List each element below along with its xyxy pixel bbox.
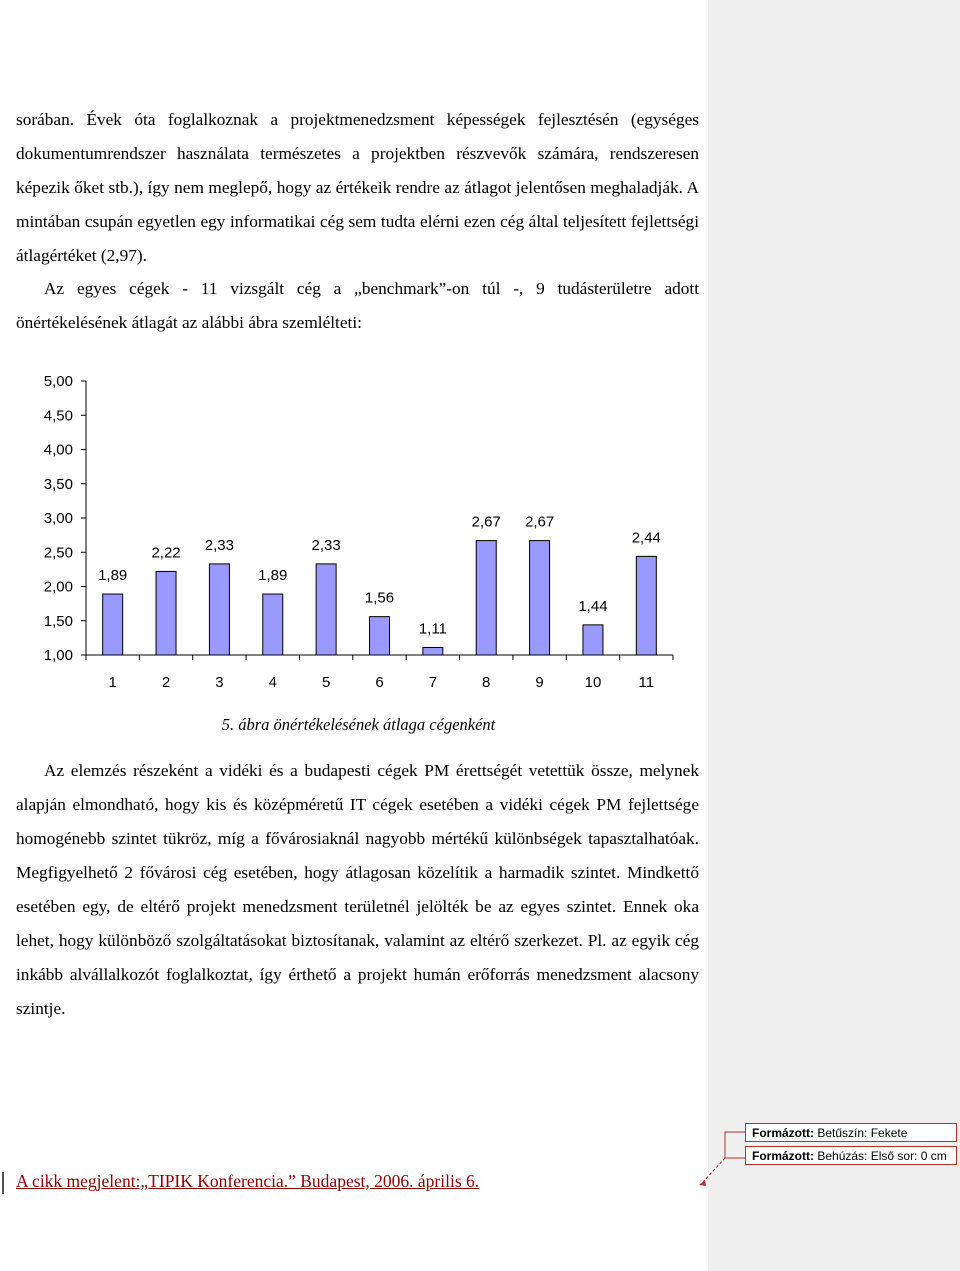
bar: [530, 541, 550, 655]
comment-text: Behúzás: Első sor: 0 cm: [817, 1149, 947, 1163]
y-tick-label: 2,50: [43, 544, 73, 562]
bar-chart: [0, 360, 708, 705]
data-label: 1,44: [578, 597, 608, 615]
data-label: 2,33: [311, 536, 341, 554]
comment-sidebar: [708, 0, 960, 1271]
x-tick-label: 8: [482, 674, 491, 691]
data-label: 2,67: [471, 513, 501, 531]
x-tick-label: 9: [535, 674, 544, 691]
data-label: 2,67: [524, 513, 555, 531]
data-label: 2,22: [151, 544, 181, 562]
bar: [209, 564, 229, 655]
paragraph-1: sorában. Évek óta foglalkoznak a projektmenedzsment képességek fejlesztésén (egységes dokumentumrendszer használata természetes a projektben részvevők számára, rendszeresen képezik őket stb.), így nem meglepő, hogy az értékeik rendre az átlagot jelentősen meghaladják. A mintában csupán egyetlen egy informatikai cég sem tudta elérni ezen cég által teljesített fejlettségi átlagértéket (2,97).: [16, 110, 699, 265]
x-tick-label: 3: [215, 674, 224, 691]
bar: [316, 564, 336, 655]
bar: [370, 617, 390, 655]
comment-label: Formázott:: [752, 1126, 814, 1140]
bar: [636, 556, 656, 655]
comment-connector: [695, 1130, 750, 1190]
x-tick-label: 5: [321, 674, 331, 691]
x-tick-label: 4: [268, 674, 277, 691]
x-tick-label: 7: [428, 674, 438, 691]
data-label: 2,33: [204, 536, 235, 554]
x-tick-label: 1: [108, 674, 117, 691]
bar: [263, 594, 283, 655]
y-axis: [44, 373, 86, 664]
bars: [98, 514, 661, 655]
comment-box-1[interactable]: [745, 1123, 957, 1142]
y-tick-label: 3,50: [43, 475, 73, 493]
bar: [423, 647, 443, 655]
footer-citation-link[interactable]: A cikk megjelent:„TIPIK Konferencia.” Budapest, 2006. április 6.: [16, 1171, 480, 1191]
y-tick-label: 3,00: [43, 510, 73, 527]
data-label: 1,89: [98, 567, 128, 585]
x-tick-label: 11: [638, 674, 655, 691]
data-label: 1,89: [258, 567, 288, 585]
x-axis: [86, 655, 673, 691]
y-tick-label: 4,50: [43, 407, 73, 425]
paragraph-2: Az egyes cégek - 11 vizsgált cég a „benchmark”-on túl -, 9 tudásterületre adott önértékelésének átlagát az alábbi ábra szemlélteti:: [16, 279, 699, 332]
bar: [103, 594, 123, 655]
data-label: 2,44: [631, 529, 661, 547]
y-tick-label: 2,00: [43, 578, 73, 596]
figure-caption: 5. ábra önértékelésének átlaga cégenként: [221, 715, 496, 734]
paragraph-3: Az elemzés részeként a vidéki és a budapesti cégek PM érettségét vetettük össze, melynek alapján elmondható, hogy kis és középméretű IT cégek esetében a vidéki cégek PM fejlettsége homogénebb szintet tükröz, míg a fővárosiaknál nagyobb mértékű különbségek tapasztalhatóak. Megfigyelhető 2 fővárosi cég esetében, hogy átlagosan közelítik a harmadik szintet. Mindkettő esetében egy, de eltérő projekt menedzsment területnél jelölték be az egyes szintet. Ennek oka lehet, hogy különböző szolgáltatásokat biztosítanak, valamint az eltérő szerkezet. Pl. az egyik cég inkább alvállalkozót foglalkoztat, így érthető a projekt humán erőforrás menedzsment alacsony szintje.: [16, 761, 699, 1018]
x-tick-label: 2: [161, 674, 171, 691]
x-tick-label: 10: [584, 674, 602, 691]
comment-label: Formázott:: [752, 1149, 814, 1163]
y-tick-label: 1,50: [43, 612, 73, 630]
bar: [156, 571, 176, 655]
bar: [583, 625, 603, 655]
y-tick-label: 4,00: [43, 441, 73, 459]
x-tick-label: 6: [375, 674, 384, 691]
comment-text: Betűszín: Fekete: [817, 1126, 908, 1140]
comment-box-2[interactable]: [745, 1146, 957, 1165]
y-tick-label: 1,00: [43, 647, 73, 664]
data-label: 1,11: [418, 620, 447, 638]
bar: [476, 541, 496, 655]
change-bar: [2, 1172, 4, 1194]
data-label: 1,56: [364, 589, 395, 607]
y-tick-label: 5,00: [43, 373, 73, 390]
